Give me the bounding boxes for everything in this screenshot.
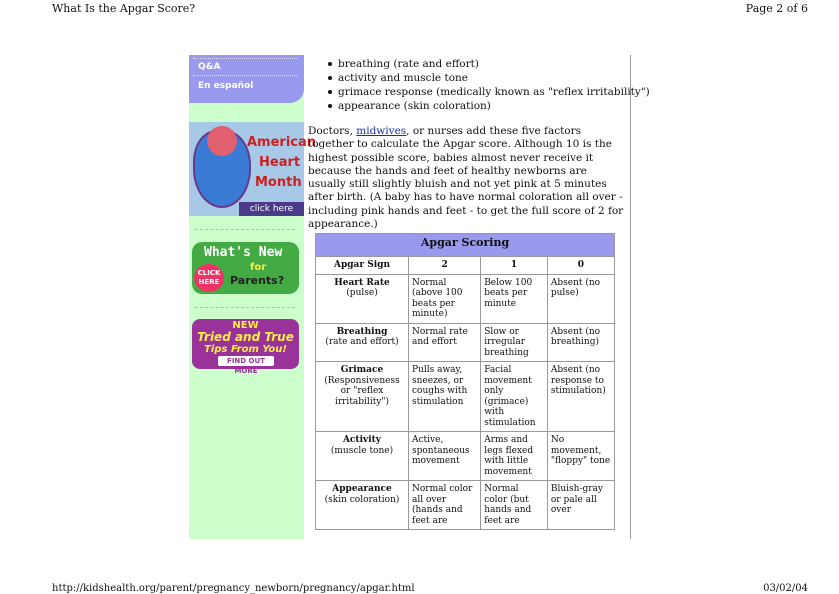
list-item: activity and muscle tone xyxy=(338,71,650,85)
table-row xyxy=(316,362,615,432)
score-0-cell: No movement, "floppy" tone xyxy=(547,432,614,481)
sign-name: Heart Rate xyxy=(334,277,390,288)
apgar-sign-cell xyxy=(316,432,409,481)
sign-name: Breathing xyxy=(336,326,388,337)
tried-true-subtitle: Tips From You! xyxy=(204,344,287,355)
tried-true-new: NEW xyxy=(232,320,259,331)
score-0-cell: Absent (no breathing) xyxy=(547,323,614,362)
score-1-cell: Below 100 beats per minute xyxy=(481,274,548,323)
whats-new-title: What's New xyxy=(204,245,283,260)
sign-detail: (rate and effort) xyxy=(325,337,399,347)
score-2-cell: Normal rate and effort xyxy=(409,323,481,362)
ahm-line-2: Heart xyxy=(259,155,301,170)
sign-name: Grimace xyxy=(340,365,384,375)
sign-detail: (skin coloration) xyxy=(324,494,400,505)
whats-new-for: for xyxy=(250,262,267,273)
sign-detail: (Responsiveness or "reflex irritability") xyxy=(324,375,400,407)
score-2-cell: Normal (above 100 beats per minute) xyxy=(409,274,481,323)
sidebar-divider xyxy=(195,229,295,230)
content-right-border xyxy=(630,55,631,539)
print-footer-date: 03/02/04 xyxy=(763,583,808,594)
score-2-cell: Active, spontaneous movement xyxy=(409,432,481,481)
sign-name: Activity xyxy=(342,435,382,445)
apgar-factor-list xyxy=(326,57,650,113)
midwives-link[interactable]: midwives xyxy=(356,125,407,137)
nav-divider xyxy=(193,75,297,76)
score-2-cell: Normal color all over (hands and feet are xyxy=(409,481,481,530)
apgar-sign-cell xyxy=(316,323,409,362)
nav-divider xyxy=(193,58,297,59)
score-2-cell: Pulls away, sneezes, or coughs with stimulation xyxy=(409,362,481,432)
sign-name: Appearance xyxy=(332,484,392,494)
para-text-before: Doctors, xyxy=(308,125,357,137)
click-here-badge[interactable] xyxy=(194,264,224,292)
whats-new-parents: Parents? xyxy=(230,274,285,287)
heart-top-icon xyxy=(207,126,237,156)
ahm-line-3: Month xyxy=(255,175,302,190)
nav-link-espanol[interactable]: En español xyxy=(198,81,254,91)
column-header: Apgar Sign xyxy=(316,257,409,275)
apgar-sign-cell xyxy=(316,274,409,323)
table-row xyxy=(316,432,615,481)
table-row xyxy=(316,274,615,323)
sidebar xyxy=(189,55,317,539)
ahm-click-here[interactable]: click here xyxy=(239,202,304,216)
list-item: appearance (skin coloration) xyxy=(338,99,650,113)
tried-and-true-banner[interactable] xyxy=(192,319,299,375)
list-item: grimace response (medically known as "reflex irritability") xyxy=(338,86,650,98)
american-heart-month-banner[interactable] xyxy=(189,122,317,216)
tried-true-title: Tried and True xyxy=(197,330,294,344)
column-header: 2 xyxy=(409,257,481,275)
print-header-page: Page 2 of 6 xyxy=(745,2,808,15)
sidebar-divider xyxy=(195,307,295,308)
table-caption: Apgar Scoring xyxy=(316,234,615,257)
list-item: breathing (rate and effort) xyxy=(338,57,650,71)
apgar-sign-cell xyxy=(316,362,409,432)
sign-detail: (pulse) xyxy=(346,288,378,298)
score-1-cell: Slow or irregular breathing xyxy=(481,323,548,362)
whats-new-for-parents-banner[interactable] xyxy=(192,242,299,294)
find-out-more-button[interactable]: FIND OUT MORE xyxy=(218,356,274,366)
ahm-line-1: American xyxy=(247,135,317,150)
score-1-cell: Facial movement only (grimace) with stimulation xyxy=(481,362,548,432)
para-text-after: , or nurses add these five factors together to calculate the Apgar score. Although 10 is the highest possible score, babies almost never receive it because the hands and feet of healthy newborns are usually still slightly bluish and not yet pink at 5 minutes after birth. (A baby has to have normal coloration all over - including pink hands and feet - to get the full score of 2 for appearance.) xyxy=(308,125,624,231)
sign-detail: (muscle tone) xyxy=(330,445,394,456)
column-header: 1 xyxy=(481,257,548,275)
score-1-cell: Normal color (but hands and feet are xyxy=(481,481,548,530)
score-1-cell: Arms and legs flexed with little movement xyxy=(481,432,548,481)
score-0-cell: Bluish-gray or pale all over xyxy=(547,481,614,530)
click-here-line-1: CLICK xyxy=(197,269,221,277)
score-0-cell: Absent (no pulse) xyxy=(547,274,614,323)
apgar-explanation-paragraph xyxy=(308,125,628,231)
click-here-line-2: HERE xyxy=(198,278,220,286)
column-header: 0 xyxy=(547,257,614,275)
print-footer-url: http://kidshealth.org/parent/pregnancy_newborn/pregnancy/apgar.html xyxy=(52,583,415,594)
table-row xyxy=(316,481,615,530)
sidebar-nav xyxy=(189,55,304,103)
score-0-cell: Absent (no response to stimulation) xyxy=(547,362,614,432)
table-row xyxy=(316,323,615,362)
print-header-title: What Is the Apgar Score? xyxy=(52,2,196,15)
apgar-sign-cell xyxy=(316,481,409,530)
apgar-scoring-table xyxy=(315,233,615,530)
nav-link-qa[interactable]: Q&A xyxy=(198,62,221,72)
